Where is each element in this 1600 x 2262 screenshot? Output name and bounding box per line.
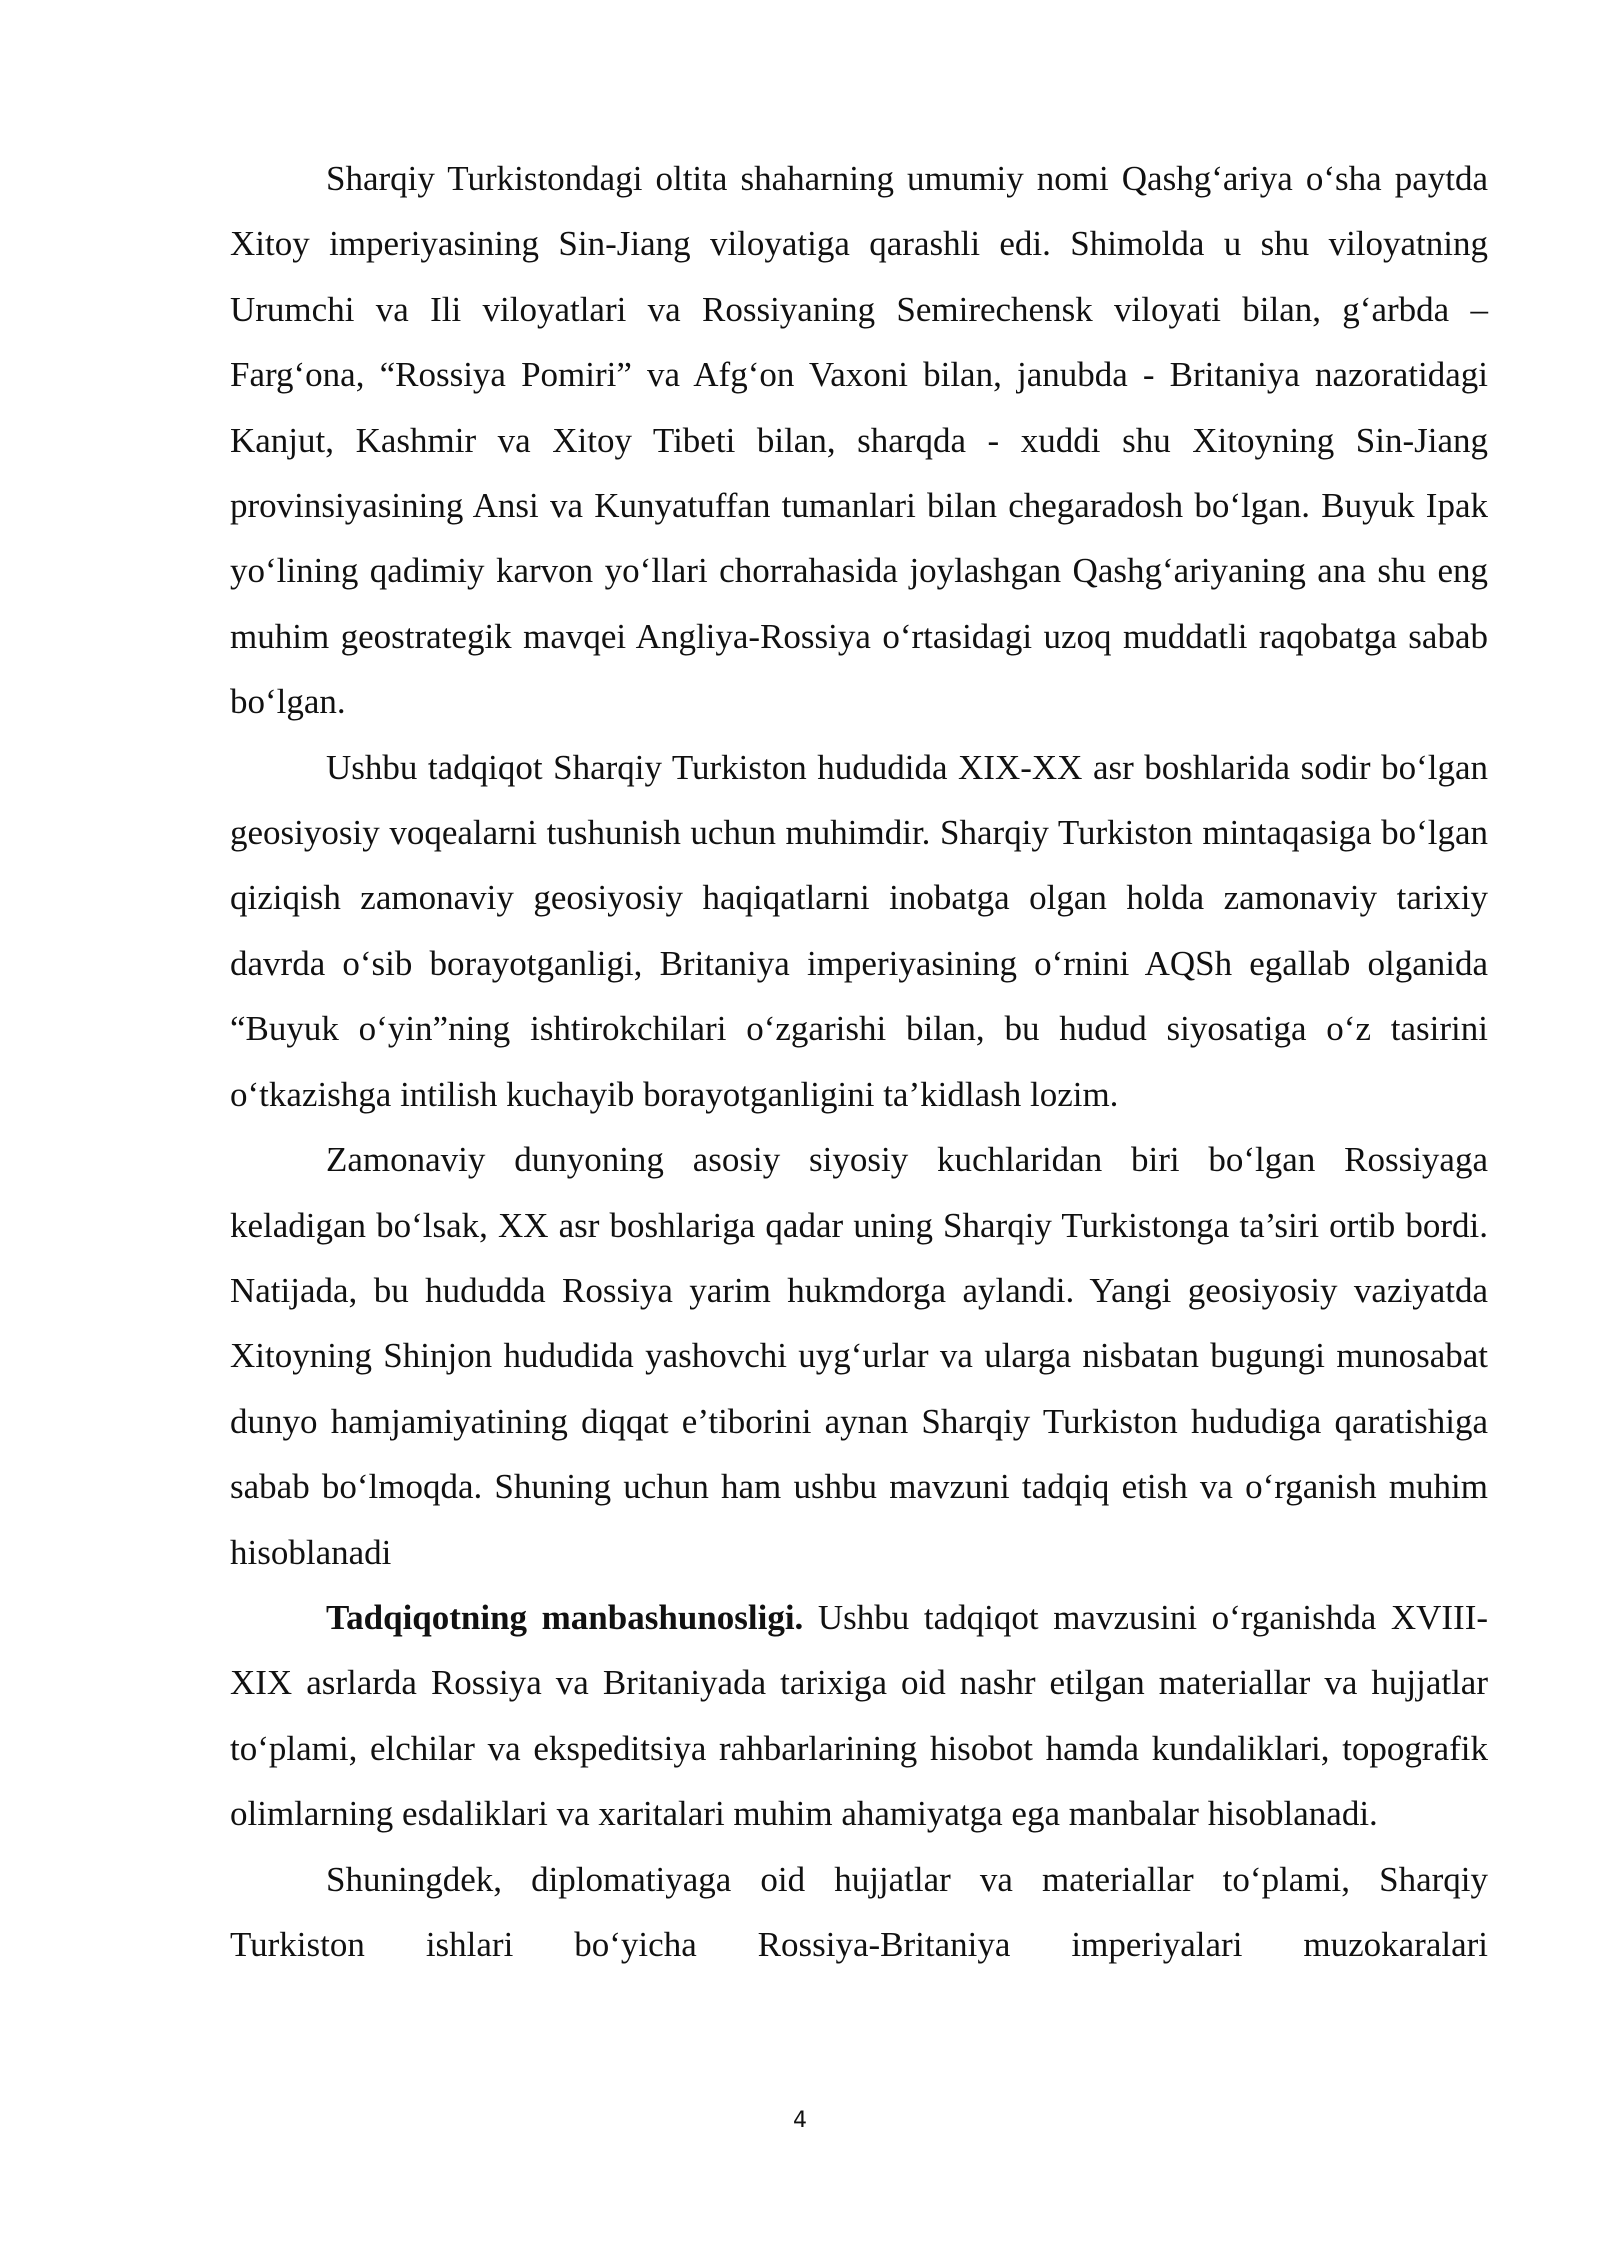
paragraph-5-text: Shuningdek, diplomatiyaga oid hujjatlar va materiallar to‘plami, Sharqiy Turkiston ishlari bo‘yicha Rossiya-Britaniya imperiyalari muzokaralari [230, 1859, 1488, 1964]
page-number: 4 [793, 2108, 807, 2133]
paragraph-2 [230, 735, 1488, 1127]
paragraph-1-text: Sharqiy Turkistondagi oltita shaharning umumiy nomi Qashg‘ariya o‘sha paytda Xitoy imperiyasining Sin-Jiang viloyatiga qarashli edi. Shimolda u shu viloyatning Urumchi va Ili viloyatlari va Rossiyaning Semirechensk viloyati bilan, g‘arbda – Farg‘ona, “Rossiya Pomiri” va Afg‘on Vaxoni bilan, janubda - Britaniya nazoratidagi Kanjut, Kashmir va Xitoy Tibeti bilan, sharqda - xuddi shu Xitoyning Sin-Jiang provinsiyasining Ansi va Kunyatuffan tumanlari bilan chegaradosh bo‘lgan. Buyuk Ipak yo‘lining qadimiy karvon yo‘llari chorrahasida joylashgan Qashg‘ariyaning ana shu eng muhim geostrategik mavqei Angliya-Rossiya o‘rtasidagi uzoq muddatli raqobatga sabab bo‘lgan. [230, 159, 1488, 722]
paragraph-5 [230, 1847, 1488, 1978]
paragraph-1 [230, 146, 1488, 735]
paragraph-4-text: Ushbu tadqiqot mavzusini o‘rganishda XVIII-XIX asrlarda Rossiya va Britaniyada tarixiga oid nashr etilgan materiallar va hujjatlar to‘plami, elchilar va ekspeditsiya rahbarlarining hisobot hamda kundaliklari, topografik olimlarning esdaliklari va xaritalari muhim ahamiyatga ega manbalar hisoblanadi. [230, 1597, 1488, 1834]
paragraph-2-text: Ushbu tadqiqot Sharqiy Turkiston hududida XIX-XX asr boshlarida sodir bo‘lgan geosiyosiy voqealarni tushunish uchun muhimdir. Sharqiy Turkiston mintaqasiga bo‘lgan qiziqish zamonaviy geosiyosiy haqiqatlarni inobatga olgan holda zamonaviy tarixiy davrda o‘sib borayotganligi, Britaniya imperiyasining o‘rnini AQSh egallab olganida “Buyuk o‘yin”ning ishtirokchilari o‘zgarishi bilan, bu hudud siyosatiga o‘z tasirini o‘tkazishga intilish kuchayib borayotganligini ta’kidlash lozim. [230, 747, 1488, 1114]
document-body [230, 146, 1488, 1977]
paragraph-4 [230, 1585, 1488, 1847]
paragraph-3 [230, 1127, 1488, 1585]
paragraph-3-text: Zamonaviy dunyoning asosiy siyosiy kuchlaridan biri bo‘lgan Rossiyaga keladigan bo‘lsak, XX asr boshlariga qadar uning Sharqiy Turkistonga ta’siri ortib bordi. Natijada, bu hududda Rossiya yarim hukmdorga aylandi. Yangi geosiyosiy vaziyatda Xitoyning Shinjon hududida yashovchi uyg‘urlar va ularga nisbatan bugungi munosabat dunyo hamjamiyatining diqqat e’tiborini aynan Sharqiy Turkiston hududiga qaratishiga sabab bo‘lmoqda. Shuning uchun ham ushbu mavzuni tadqiq etish va o‘rganish muhim hisoblanadi [230, 1140, 1488, 1572]
section-heading-sources: Tadqiqotning manbashunosligi. [326, 1597, 804, 1637]
